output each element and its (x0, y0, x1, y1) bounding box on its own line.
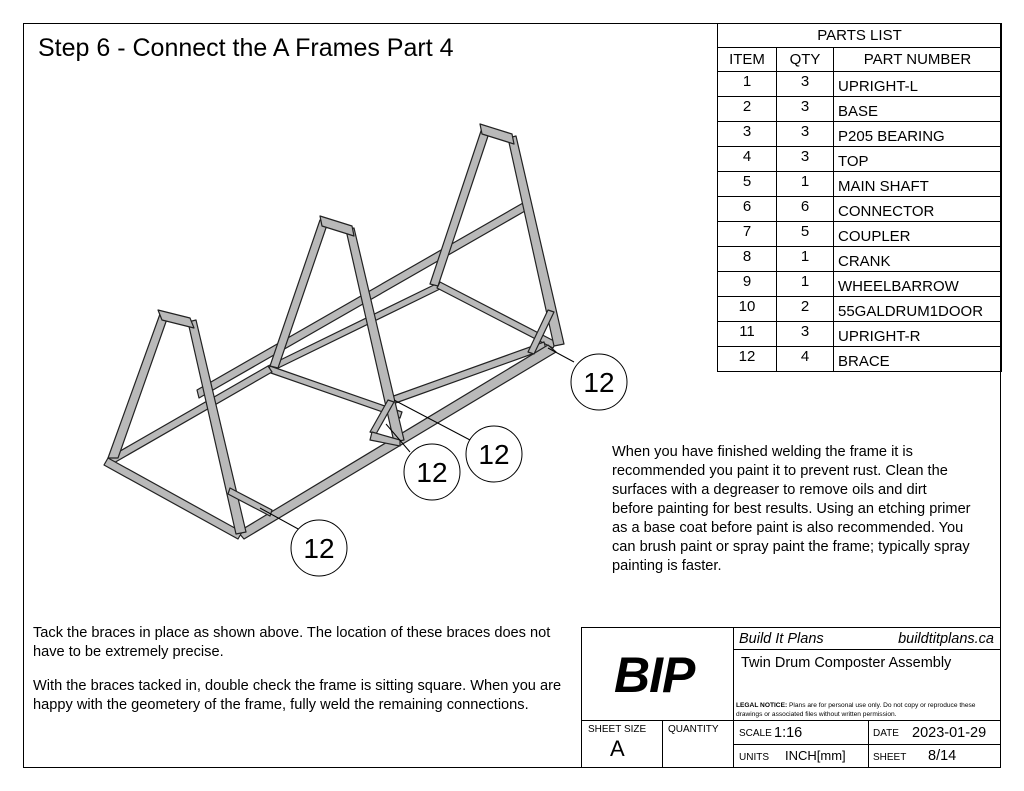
quantity-cell: 3 (777, 147, 834, 172)
part-number-cell: MAIN SHAFT (834, 172, 1002, 197)
item-number-cell: 5 (718, 172, 777, 197)
balloon-label: 12 (478, 439, 510, 470)
quantity-cell: 6 (777, 197, 834, 222)
quantity-cell: 3 (777, 97, 834, 122)
quantity-cell: 1 (777, 172, 834, 197)
item-number-cell: 9 (718, 272, 777, 297)
balloon-label: 12 (303, 533, 335, 564)
scale-label: SCALE (739, 728, 772, 739)
item-number-cell: 1 (718, 72, 777, 97)
balloon-label: 12 (416, 457, 448, 488)
legal-notice (736, 701, 998, 719)
column-header-qty: QTY (777, 48, 834, 72)
tack-braces-note (33, 624, 573, 730)
item-number-cell: 3 (718, 122, 777, 147)
item-number-cell: 11 (718, 322, 777, 347)
part-number-cell: BASE (834, 97, 1002, 122)
quantity-cell: 3 (777, 322, 834, 347)
item-number-cell: 4 (718, 147, 777, 172)
quantity-cell: 3 (777, 122, 834, 147)
item-number-cell: 12 (718, 347, 777, 372)
legal-notice-text: Plans are for personal use only. Do not copy or reproduce these drawings or associated files without written permission. (736, 702, 976, 718)
part-number-cell: CONNECTOR (834, 197, 1002, 222)
item-number-cell: 6 (718, 197, 777, 222)
title-block (581, 627, 1001, 768)
column-header-part-number: PART NUMBER (834, 48, 1002, 72)
quantity-cell: 5 (777, 222, 834, 247)
part-number-cell: TOP (834, 147, 1002, 172)
units-value: INCH[mm] (785, 748, 846, 763)
tack-note-paragraph: With the braces tacked in, double check the frame is sitting square. When you are happy with the geometery of the frame, fully weld the remaining connections. (33, 678, 562, 713)
assembly-name: Twin Drum Composter Assembly (741, 655, 952, 671)
part-number-cell: WHEELBARROW (834, 272, 1002, 297)
part-number-cell: UPRIGHT-R (834, 322, 1002, 347)
quantity-cell: 2 (777, 297, 834, 322)
item-number-cell: 7 (718, 222, 777, 247)
quantity-cell: 1 (777, 272, 834, 297)
part-number-cell: UPRIGHT-L (834, 72, 1002, 97)
units-label: UNITS (739, 752, 769, 763)
legal-notice-label: LEGAL NOTICE: (736, 702, 788, 709)
item-number-cell: 2 (718, 97, 777, 122)
company-website: buildtitplans.ca (898, 631, 994, 647)
company-name: Build It Plans (739, 631, 824, 647)
date-label: DATE (873, 728, 899, 739)
sheet-number: 8/14 (928, 748, 957, 764)
part-number-cell: BRACE (834, 347, 1002, 372)
part-number-cell: P205 BEARING (834, 122, 1002, 147)
bip-logo: BIP (614, 647, 695, 703)
part-number-cell: CRANK (834, 247, 1002, 272)
item-number-cell: 8 (718, 247, 777, 272)
column-header-item: ITEM (718, 48, 777, 72)
quantity-label: QUANTITY (668, 724, 719, 735)
scale-value: 1:16 (774, 725, 803, 741)
balloon-label: 12 (583, 367, 615, 398)
sheet-label: SHEET (873, 752, 907, 763)
sheet-size-value: A (610, 736, 625, 761)
tack-note-paragraph: Tack the braces in place as shown above. The location of these braces does not have to be extremely precise. (33, 625, 551, 660)
quantity-cell: 4 (777, 347, 834, 372)
date-value: 2023-01-29 (912, 725, 987, 741)
page-title: Step 6 - Connect the A Frames Part 4 (38, 34, 454, 62)
parts-list-caption: PARTS LIST (718, 24, 1002, 48)
painting-note: When you have finished welding the frame it is recommended you paint it to prevent rust. Clean the surfaces with a degreaser to remove oils and dirt before painting for best results. Using an etching primer as a base coat before paint is also recommended. You can brush paint or spray paint the frame; typically spray painting is faster. (612, 444, 971, 574)
item-number-cell: 10 (718, 297, 777, 322)
part-number-cell: 55GALDRUM1DOOR (834, 297, 1002, 322)
sheet-size-label: SHEET SIZE (588, 724, 647, 735)
part-number-cell: COUPLER (834, 222, 1002, 247)
quantity-cell: 1 (777, 247, 834, 272)
quantity-cell: 3 (777, 72, 834, 97)
